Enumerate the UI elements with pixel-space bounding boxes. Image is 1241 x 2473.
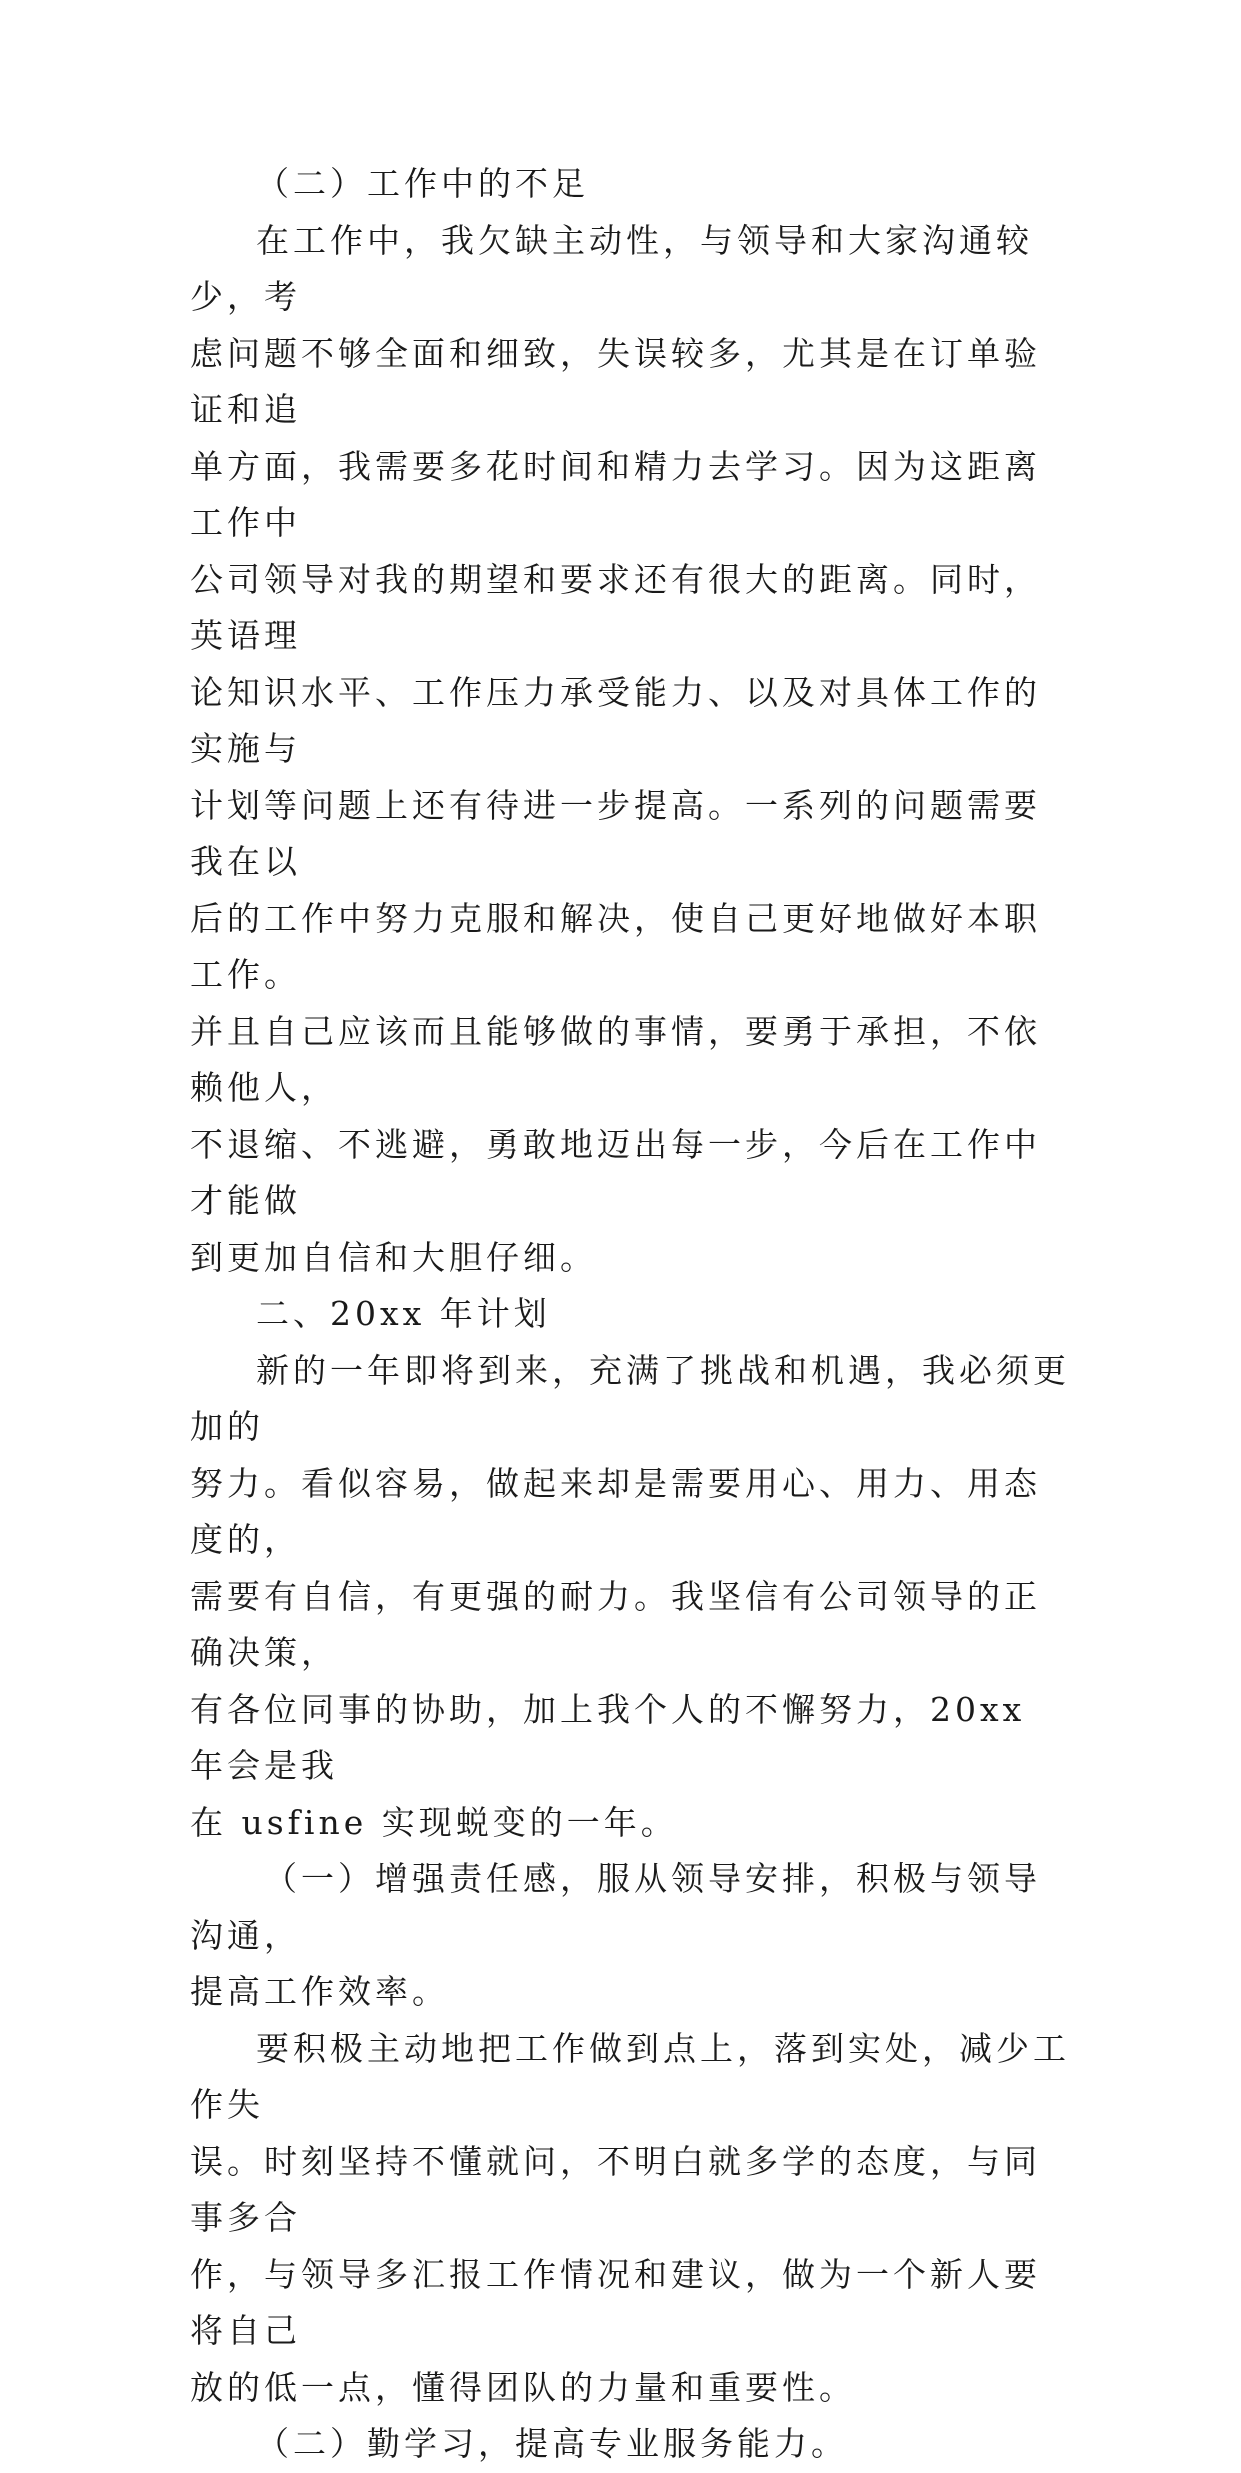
paragraph-line: 放的低一点，懂得团队的力量和重要性。 <box>190 2367 856 2407</box>
paragraph-line: 有各位同事的协助，加上我个人的不懈努力，20xx 年会是我 <box>190 1689 1040 1785</box>
paragraph-line: 努力。看似容易，做起来却是需要用心、用力、用态度的， <box>190 1463 1041 1559</box>
paragraph-line: 论知识水平、工作压力承受能力、以及对具体工作的实施与 <box>190 672 1041 768</box>
paragraph-line: 要积极主动地把工作做到点上，落到实处，减少工作失 <box>190 2028 1070 2124</box>
subsection-heading-study: （二）勤学习，提高专业服务能力。 <box>256 2424 848 2463</box>
paragraph-line: 计划等问题上还有待进一步提高。一系列的问题需要我在以 <box>190 785 1041 881</box>
section-heading-shortcomings: （二）工作中的不足 <box>256 164 589 203</box>
paragraph-line: 在 usfine 实现蜕变的一年。 <box>190 1802 678 1842</box>
section-heading-plan: 二、20xx 年计划 <box>256 1294 551 1333</box>
paragraph-line: 误。时刻坚持不懂就问，不明白就多学的态度，与同事多合 <box>190 2141 1041 2237</box>
paragraph-line: 需要有自信，有更强的耐力。我坚信有公司领导的正确决策， <box>190 1576 1041 1672</box>
paragraph-line: 后的工作中努力克服和解决，使自己更好地做好本职工作。 <box>190 898 1041 994</box>
document-body <box>190 156 1070 2473</box>
paragraph-line: 到更加自信和大胆仔细。 <box>190 1237 597 1277</box>
subsection-heading-line: 提高工作效率。 <box>190 1972 449 2011</box>
paragraph-line: 不退缩、不逃避，勇敢地迈出每一步，今后在工作中才能做 <box>190 1124 1041 1220</box>
paragraph-line: 新的一年即将到来，充满了挑战和机遇，我必须更加的 <box>190 1350 1070 1446</box>
paragraph-line: 公司领导对我的期望和要求还有很大的距离。同时，英语理 <box>190 559 1041 655</box>
paragraph-line: 虑问题不够全面和细致，失误较多，尤其是在订单验证和追 <box>190 333 1041 429</box>
paragraph-line: 作，与领导多汇报工作情况和建议，做为一个新人要将自己 <box>190 2254 1041 2350</box>
paragraph-line: 在工作中，我欠缺主动性，与领导和大家沟通较少，考 <box>190 220 1033 316</box>
paragraph-line: 并且自己应该而且能够做的事情，要勇于承担，不依赖他人， <box>190 1011 1041 1107</box>
subsection-heading-line: （一）增强责任感，服从领导安排，积极与领导沟通， <box>190 1859 1041 1955</box>
paragraph-line: 单方面，我需要多花时间和精力去学习。因为这距离工作中 <box>190 446 1041 542</box>
